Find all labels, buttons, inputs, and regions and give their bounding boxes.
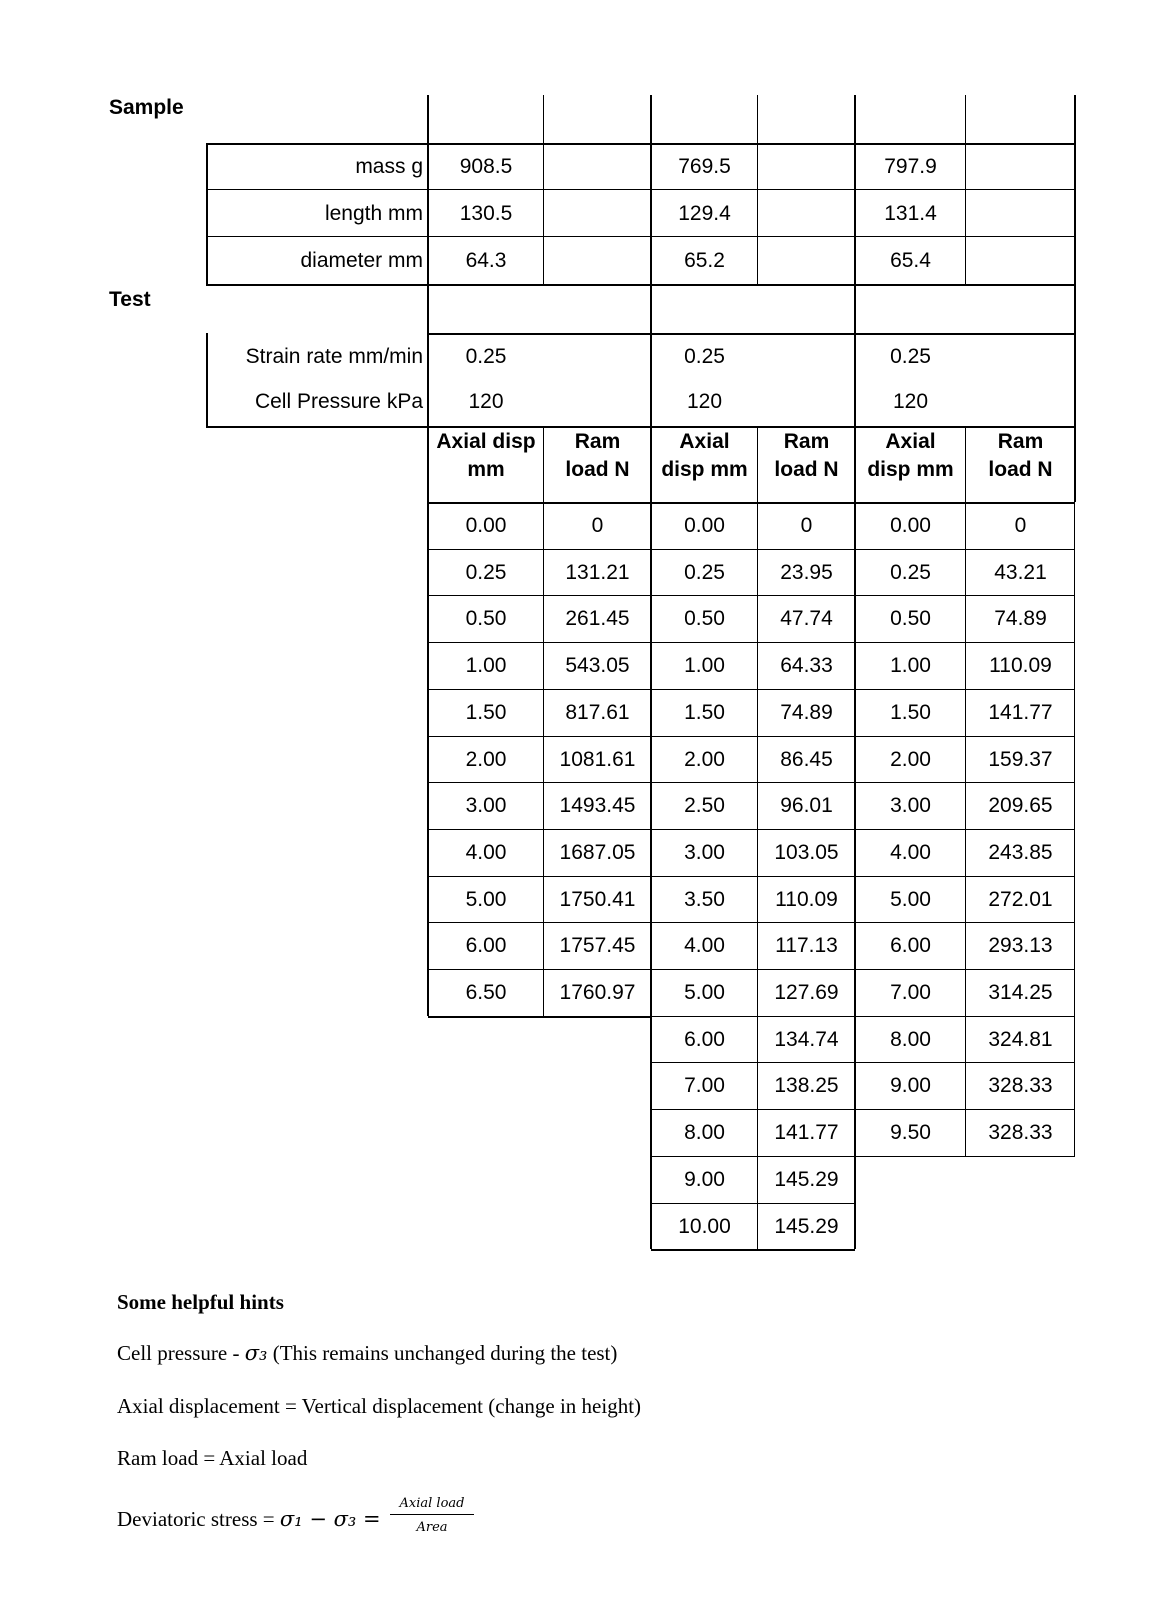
grid-line-h-57 bbox=[651, 922, 855, 923]
axial-disp-cell: 7.00 bbox=[684, 1074, 725, 1098]
ram-load-cell: 74.89 bbox=[994, 607, 1047, 631]
grid-line-h-47 bbox=[428, 969, 651, 970]
grid-line-h-45 bbox=[428, 876, 651, 877]
ram-load-cell: 1687.05 bbox=[559, 840, 636, 864]
column-header-top-3: Ram bbox=[783, 430, 830, 453]
axial-disp-cell: 3.00 bbox=[890, 794, 931, 818]
ram-load-cell: 209.65 bbox=[988, 794, 1053, 818]
ram-load-cell: 64.33 bbox=[780, 654, 833, 678]
ram-load-cell: 47.74 bbox=[780, 607, 833, 631]
grid-line-h-51 bbox=[651, 642, 855, 643]
grid-line-h-83 bbox=[428, 1016, 651, 1018]
axial-disp-cell: 10.00 bbox=[678, 1214, 731, 1238]
ram-load-cell: 1493.45 bbox=[559, 794, 636, 818]
section-sample: Sample bbox=[109, 96, 184, 119]
ram-load-cell: 543.05 bbox=[565, 654, 630, 678]
axial-disp-cell: 2.00 bbox=[684, 747, 725, 771]
column-header-bottom-4: disp mm bbox=[867, 458, 954, 481]
ram-load-cell: 103.05 bbox=[774, 840, 839, 864]
axial-disp-cell: 5.00 bbox=[465, 887, 507, 911]
axial-disp-cell: 2.50 bbox=[684, 794, 725, 818]
axial-disp-cell: 9.00 bbox=[890, 1074, 931, 1098]
axial-disp-cell: 5.00 bbox=[890, 887, 931, 911]
deviatoric-formula: σ₁ − σ₃ = bbox=[279, 1507, 381, 1531]
axial-disp-cell: 0.50 bbox=[465, 607, 507, 631]
test-value-1-2: 120 bbox=[892, 390, 929, 413]
ram-load-cell: 43.21 bbox=[994, 560, 1047, 584]
ram-load-cell: 134.74 bbox=[774, 1027, 839, 1051]
grid-line-h-40 bbox=[428, 642, 651, 643]
ram-load-cell: 243.85 bbox=[988, 840, 1053, 864]
hint-ram-load: Ram load = Axial load bbox=[117, 1446, 308, 1470]
axial-disp-cell: 0.25 bbox=[890, 560, 931, 584]
axial-disp-cell: 6.00 bbox=[684, 1027, 725, 1051]
column-header-bottom-1: load N bbox=[565, 458, 630, 481]
grid-line-h-53 bbox=[651, 736, 855, 737]
axial-disp-cell: 1.00 bbox=[890, 654, 931, 678]
grid-line-h-41 bbox=[428, 689, 651, 690]
ram-load-cell: 96.01 bbox=[780, 794, 833, 818]
grid-line-h-8 bbox=[206, 236, 1075, 237]
test-label-0: Strain rate mm/min bbox=[245, 345, 423, 368]
ram-load-cell: 110.09 bbox=[775, 887, 838, 911]
axial-disp-cell: 7.00 bbox=[890, 981, 931, 1004]
axial-disp-cell: 9.00 bbox=[684, 1167, 725, 1191]
axial-disp-cell: 3.00 bbox=[465, 794, 507, 818]
grid-line-h-10 bbox=[206, 284, 1075, 286]
sample-label-1: length mm bbox=[324, 202, 423, 225]
ram-load-cell: 261.45 bbox=[565, 607, 630, 631]
column-header-bottom-2: disp mm bbox=[661, 458, 748, 481]
sample-value-1-0: 130.5 bbox=[459, 202, 513, 225]
ram-load-cell: 1757.45 bbox=[559, 934, 636, 958]
hints-title: Some helpful hints bbox=[117, 1290, 284, 1314]
axial-disp-cell: 5.00 bbox=[684, 981, 725, 1004]
column-header-bottom-3: load N bbox=[774, 458, 839, 481]
grid-line-h-84 bbox=[651, 1249, 855, 1251]
grid-line-h-85 bbox=[855, 1156, 1075, 1157]
axial-disp-cell: 1.50 bbox=[684, 700, 725, 724]
grid-line-v-18 bbox=[1074, 143, 1076, 286]
ram-load-cell: 74.89 bbox=[780, 700, 833, 724]
axial-disp-cell: 4.00 bbox=[465, 840, 507, 864]
column-header-top-5: Ram bbox=[997, 430, 1044, 453]
hint-cell-pressure bbox=[117, 1341, 617, 1366]
grid-line-h-60 bbox=[651, 1062, 855, 1063]
axial-disp-cell: 6.00 bbox=[465, 934, 507, 958]
ram-load-cell: 117.13 bbox=[775, 934, 838, 958]
grid-line-h-9 bbox=[206, 189, 1075, 190]
hint-text: Deviatoric stress = bbox=[117, 1507, 280, 1531]
test-value-0-0: 0.25 bbox=[465, 345, 507, 368]
hint-text: (This remains unchanged during the test) bbox=[267, 1341, 618, 1365]
grid-line-v-23 bbox=[1074, 284, 1076, 333]
grid-line-v-20 bbox=[427, 284, 429, 333]
sample-value-2-0: 64.3 bbox=[465, 249, 507, 272]
grid-line-h-56 bbox=[651, 876, 855, 877]
ram-load-cell: 159.37 bbox=[988, 747, 1053, 771]
column-header-bottom-5: load N bbox=[988, 458, 1053, 481]
axial-disp-cell: 9.50 bbox=[890, 1121, 931, 1145]
grid-line-h-39 bbox=[428, 595, 651, 596]
ram-load-cell: 141.77 bbox=[774, 1121, 839, 1145]
section-test: Test bbox=[109, 288, 151, 311]
axial-disp-cell: 1.50 bbox=[465, 700, 507, 724]
grid-line-v-29 bbox=[1074, 333, 1076, 428]
axial-disp-cell: 3.50 bbox=[684, 887, 725, 911]
axial-disp-cell: 6.50 bbox=[465, 981, 507, 1004]
axial-disp-cell: 1.50 bbox=[890, 700, 931, 724]
ram-load-cell: 1750.41 bbox=[559, 887, 636, 911]
sample-label-0: mass g bbox=[355, 155, 423, 178]
column-header-top-1: Ram bbox=[574, 430, 621, 453]
grid-line-v-1 bbox=[543, 95, 544, 143]
grid-line-h-30 bbox=[428, 502, 1075, 504]
axial-disp-cell: 3.00 bbox=[684, 840, 725, 864]
ram-load-cell: 145.29 bbox=[774, 1167, 839, 1191]
axial-disp-cell: 2.00 bbox=[465, 747, 507, 771]
ram-load-cell: 314.25 bbox=[988, 981, 1053, 1004]
ram-load-cell: 328.33 bbox=[988, 1121, 1053, 1145]
axial-disp-cell: 0.00 bbox=[684, 514, 725, 537]
ram-load-cell: 0 bbox=[800, 514, 813, 537]
hint-deviatoric-stress bbox=[117, 1507, 381, 1532]
ram-load-cell: 131.21 bbox=[565, 560, 630, 584]
axial-disp-cell: 0.00 bbox=[890, 514, 931, 537]
column-header-top-0: Axial disp bbox=[436, 430, 536, 453]
grid-line-h-63 bbox=[651, 1203, 855, 1204]
grid-line-v-4 bbox=[854, 95, 856, 143]
grid-line-v-22 bbox=[854, 284, 856, 333]
grid-line-v-0 bbox=[427, 95, 429, 143]
sample-label-2: diameter mm bbox=[300, 249, 423, 272]
grid-line-h-50 bbox=[651, 595, 855, 596]
axial-disp-cell: 4.00 bbox=[890, 840, 931, 864]
ram-load-cell: 110.09 bbox=[989, 654, 1052, 678]
ram-load-cell: 127.69 bbox=[774, 981, 839, 1004]
grid-line-h-38 bbox=[428, 549, 651, 550]
ram-load-cell: 86.45 bbox=[780, 747, 833, 771]
grid-line-v-78 bbox=[965, 502, 966, 1156]
ram-load-cell: 0 bbox=[591, 514, 604, 537]
ram-load-cell: 23.95 bbox=[780, 560, 833, 584]
axial-disp-cell: 1.00 bbox=[465, 654, 507, 678]
sample-value-1-1: 129.4 bbox=[678, 202, 731, 225]
axial-disp-cell: 0.50 bbox=[684, 607, 725, 631]
fraction-denominator: Area bbox=[416, 1520, 448, 1535]
sample-value-2-1: 65.2 bbox=[684, 249, 725, 272]
grid-line-h-43 bbox=[428, 782, 651, 783]
ram-load-cell: 141.77 bbox=[988, 700, 1053, 724]
ram-load-cell: 1081.61 bbox=[559, 747, 636, 771]
axial-disp-cell: 0.50 bbox=[890, 607, 931, 631]
grid-line-h-54 bbox=[651, 782, 855, 783]
sample-value-0-1: 769.5 bbox=[678, 155, 731, 178]
grid-line-v-21 bbox=[650, 284, 652, 333]
axial-disp-cell: 8.00 bbox=[890, 1027, 931, 1051]
test-label-1: Cell Pressure kPa bbox=[254, 390, 423, 413]
hint-axial-displacement: Axial displacement = Vertical displacement (change in height) bbox=[117, 1394, 642, 1418]
ram-load-cell: 293.13 bbox=[988, 934, 1053, 958]
hint-text: Cell pressure - bbox=[117, 1341, 245, 1365]
grid-line-h-19 bbox=[428, 333, 1075, 335]
axial-disp-cell: 4.00 bbox=[684, 934, 725, 958]
grid-line-h-55 bbox=[651, 829, 855, 830]
grid-line-h-62 bbox=[651, 1156, 855, 1157]
axial-disp-cell: 1.00 bbox=[684, 654, 725, 678]
axial-disp-cell: 6.00 bbox=[890, 934, 931, 958]
sample-value-0-2: 797.9 bbox=[884, 155, 937, 178]
column-header-top-4: Axial bbox=[885, 430, 936, 453]
fraction-numerator: Axial load bbox=[399, 1496, 465, 1511]
test-value-0-2: 0.25 bbox=[890, 345, 931, 368]
grid-line-h-7 bbox=[206, 143, 1075, 145]
grid-line-v-6 bbox=[1074, 95, 1076, 143]
grid-line-v-3 bbox=[757, 95, 758, 143]
sample-value-2-2: 65.4 bbox=[890, 249, 931, 272]
grid-line-h-58 bbox=[651, 969, 855, 970]
grid-line-h-44 bbox=[428, 829, 651, 830]
ram-load-cell: 328.33 bbox=[988, 1074, 1053, 1098]
grid-line-h-46 bbox=[428, 922, 651, 923]
ram-load-cell: 1760.97 bbox=[559, 981, 636, 1004]
ram-load-cell: 272.01 bbox=[988, 887, 1053, 911]
axial-disp-cell: 8.00 bbox=[684, 1121, 725, 1145]
ram-load-cell: 138.25 bbox=[774, 1074, 839, 1098]
grid-line-v-2 bbox=[650, 95, 652, 143]
column-header-top-2: Axial bbox=[679, 430, 730, 453]
test-value-1-1: 120 bbox=[686, 390, 723, 413]
test-value-1-0: 120 bbox=[468, 390, 504, 413]
grid-line-h-61 bbox=[651, 1109, 855, 1110]
ram-load-cell: 817.61 bbox=[565, 700, 630, 724]
sample-value-0-0: 908.5 bbox=[459, 155, 513, 178]
test-value-0-1: 0.25 bbox=[684, 345, 725, 368]
sample-value-1-2: 131.4 bbox=[884, 202, 937, 225]
grid-line-v-5 bbox=[965, 95, 966, 143]
ram-load-cell: 0 bbox=[1014, 514, 1027, 537]
grid-line-h-42 bbox=[428, 736, 651, 737]
grid-line-v-82 bbox=[1074, 502, 1075, 1156]
fraction-bar bbox=[390, 1514, 474, 1515]
grid-line-h-49 bbox=[651, 549, 855, 550]
axial-disp-cell: 2.00 bbox=[890, 747, 931, 771]
sigma3-symbol: σ₃ bbox=[244, 1341, 268, 1365]
ram-load-cell: 324.81 bbox=[988, 1027, 1053, 1051]
axial-disp-cell: 0.25 bbox=[684, 560, 725, 584]
grid-line-h-52 bbox=[651, 689, 855, 690]
ram-load-cell: 145.29 bbox=[774, 1214, 839, 1238]
grid-line-h-59 bbox=[651, 1016, 855, 1017]
axial-disp-cell: 0.00 bbox=[465, 514, 507, 537]
axial-disp-cell: 0.25 bbox=[465, 560, 507, 584]
column-header-bottom-0: mm bbox=[467, 458, 505, 481]
